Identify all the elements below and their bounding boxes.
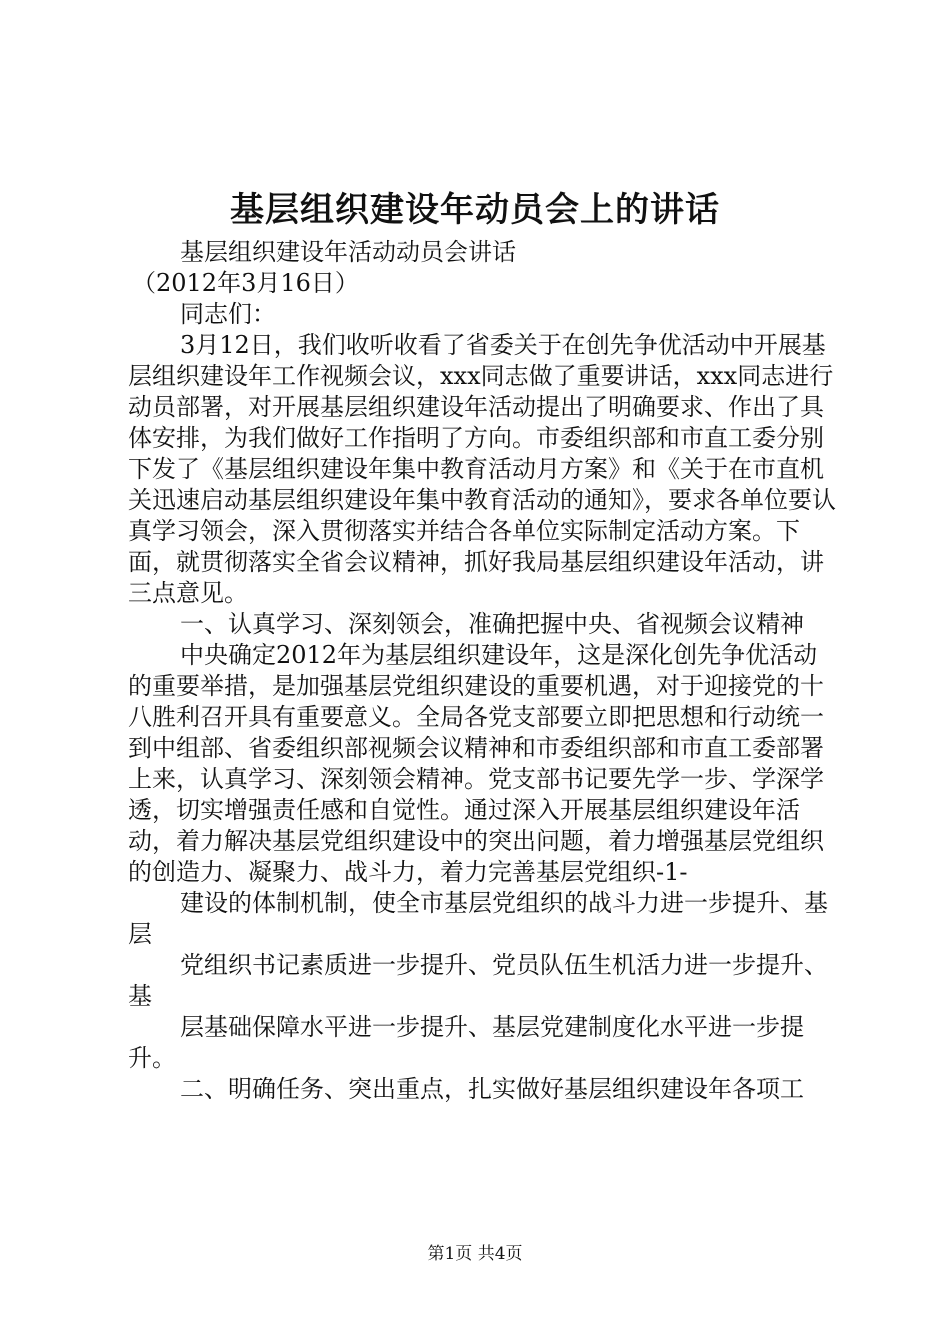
- paragraph-line: 案》和《关于在市直机关迅速启动基层组织建设年集中教育活: [128, 455, 824, 514]
- paragraph-line: 党的十八胜利召开具有重要意义。全局各党支部要立即把思想: [128, 672, 824, 731]
- page-footer: 第1页 共4页: [427, 1244, 523, 1264]
- paragraph-line: 层基础保障水平进一步提升、基层党建制度化水平进一步: [180, 1013, 780, 1041]
- paragraph-line: 中央确定2012年为基层组织建设年，这是深化创先争优活: [180, 641, 794, 669]
- paragraph-line: 和市直工委部署上来，认真学习、深刻领会精神。党支部书记: [128, 734, 824, 793]
- paragraph-line: 合各单位实际制定活动方案。下面，就贯彻落实全省会议精神，: [128, 517, 800, 576]
- paragraph-line: 问题，着力增强基层党组织的创造力、凝聚力、战斗力，着力: [128, 827, 824, 886]
- subtitle: 基层组织建设年活动动员会讲话: [180, 238, 516, 266]
- paragraph-line: 求、作出了具体安排，为我们做好工作指明了方向。市委组织: [128, 393, 824, 452]
- paragraph-line: 党组织书记素质进一步提升、党员队伍生机活力进一步提: [180, 951, 780, 979]
- paragraph-line: 提升。: [128, 1013, 804, 1072]
- paragraph-4: [128, 950, 840, 1012]
- paragraph-3: [128, 888, 840, 950]
- section-heading-2: [128, 1074, 840, 1105]
- salutation: 同志们：: [180, 300, 276, 328]
- paragraph-line: 基层: [128, 889, 828, 948]
- paragraph-line: 同志进行动员部署，对开展基层组织建设年活动提出了明确要: [128, 362, 834, 421]
- paragraph-line: 抓好我局基层组织建设年活动，讲三点意见。: [128, 548, 824, 607]
- paragraph-line: 部和市直工委分别下发了《基层组织建设年集中教育活动月方: [128, 424, 824, 483]
- paragraph-line: 展基层组织建设年工作视频会议，xxx同志做了重要讲话，xxx: [128, 331, 826, 390]
- paragraph-line: 动的通知》，要求各单位要认真学习领会，深入贯彻落实并结: [128, 486, 836, 545]
- paragraph-2: [128, 640, 840, 888]
- paragraph-line: 完善基层党组织-1-: [488, 858, 688, 886]
- paragraph-line: 动的重要举措，是加强基层党组织建设的重要机遇，对于迎接: [128, 641, 818, 700]
- paragraph-line: 神: [780, 610, 804, 638]
- paragraph-line: 工: [780, 1075, 804, 1103]
- paragraph-line: 二、明确任务、突出重点，扎实做好基层组织建设年各项: [180, 1075, 780, 1103]
- speech-date: （2012年3月16日）: [132, 269, 359, 297]
- paragraph-line: 升、基: [128, 951, 828, 1010]
- paragraph-1: [128, 330, 840, 609]
- section-heading-1: [128, 609, 840, 640]
- paragraph-line: 一、认真学习、深刻领会，准确把握中央、省视频会议精: [180, 610, 780, 638]
- paragraph-line: 开展基层组织建设年活动，着力解决基层党组织建设中的突出: [128, 796, 800, 855]
- paragraph-line: 和行动统一到中组部、省委组织部视频会议精神和市委组织部: [128, 703, 824, 762]
- paragraph-line: 建设的体制机制，使全市基层党组织的战斗力进一步提升、: [180, 889, 804, 917]
- paragraph-line: 3月12日，我们收听收看了省委关于在创先争优活动中开: [180, 331, 778, 359]
- paragraph-line: 要先学一步、学深学透，切实增强责任感和自觉性。通过深入: [128, 765, 824, 824]
- document-title: 基层组织建设年动员会上的讲话: [230, 190, 720, 230]
- document-body: [128, 237, 840, 1105]
- paragraph-5: [128, 1012, 840, 1074]
